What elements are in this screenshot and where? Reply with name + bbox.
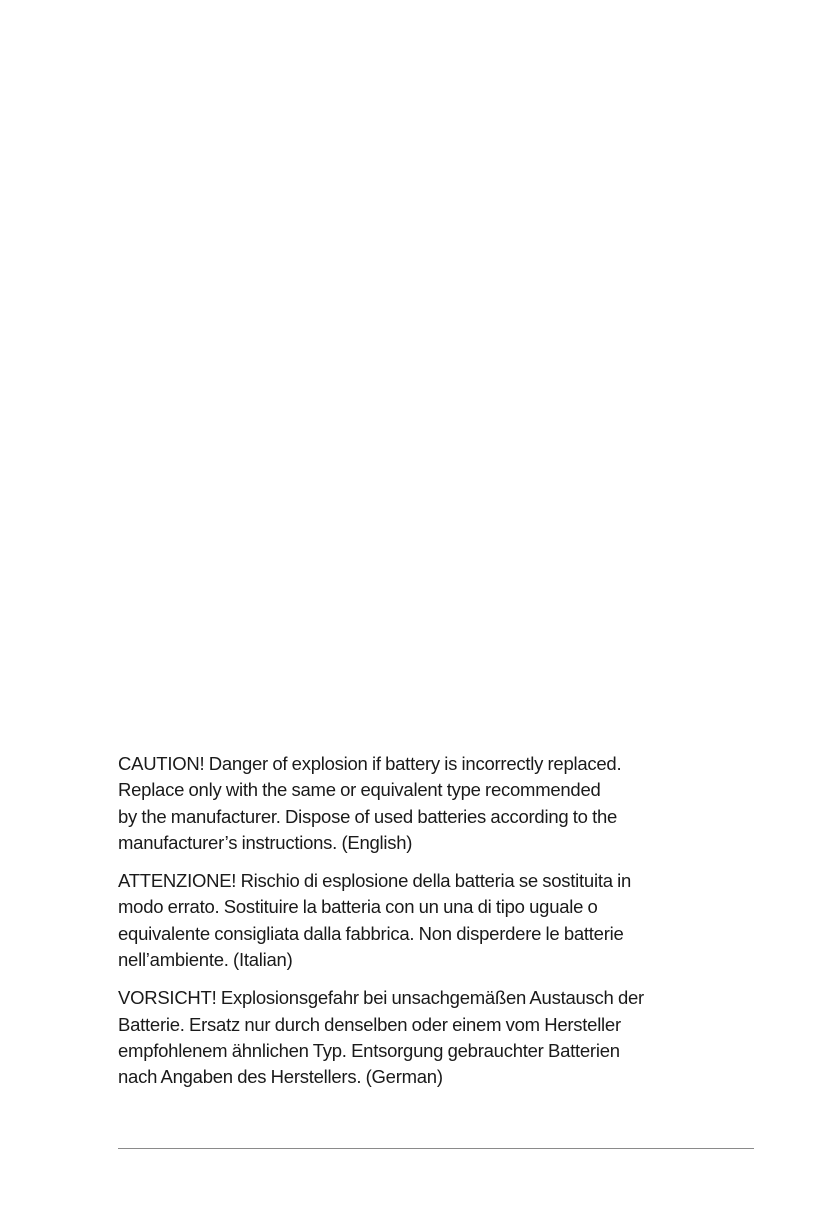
warning-line: nell’ambiente. (Italian) xyxy=(118,949,293,971)
warning-line: VORSICHT! Explosionsgefahr bei unsachgemäßen Austausch der xyxy=(118,987,644,1009)
warning-line: CAUTION! Danger of explosion if battery is incorrectly replaced. xyxy=(118,753,622,774)
warning-line: ATTENZIONE! Rischio di esplosione della batteria se sostituita in xyxy=(118,870,632,892)
warning-line: modo errato. Sostituire la batteria con un una di tipo uguale o xyxy=(118,896,598,918)
warning-english xyxy=(118,751,688,856)
warning-line: manufacturer’s instructions. (English) xyxy=(118,831,413,853)
footer-divider xyxy=(118,1148,754,1149)
warning-line: empfohlenem ähnlichen Typ. Entsorgung gebrauchter Batterien xyxy=(118,1039,620,1061)
warning-line: equivalente consigliata dalla fabbrica. Non disperdere le batterie xyxy=(118,922,624,944)
warning-line: nach Angaben des Herstellers. (German) xyxy=(118,1066,443,1088)
warning-line: Replace only with the same or equivalent type recommended xyxy=(118,779,601,801)
battery-warnings xyxy=(118,751,688,1103)
warning-line: Batterie. Ersatz nur durch denselben oder einem vom Hersteller xyxy=(118,1013,621,1035)
warning-line: by the manufacturer. Dispose of used batteries according to the xyxy=(118,805,618,827)
warning-german xyxy=(118,985,688,1090)
warning-italian xyxy=(118,868,688,973)
